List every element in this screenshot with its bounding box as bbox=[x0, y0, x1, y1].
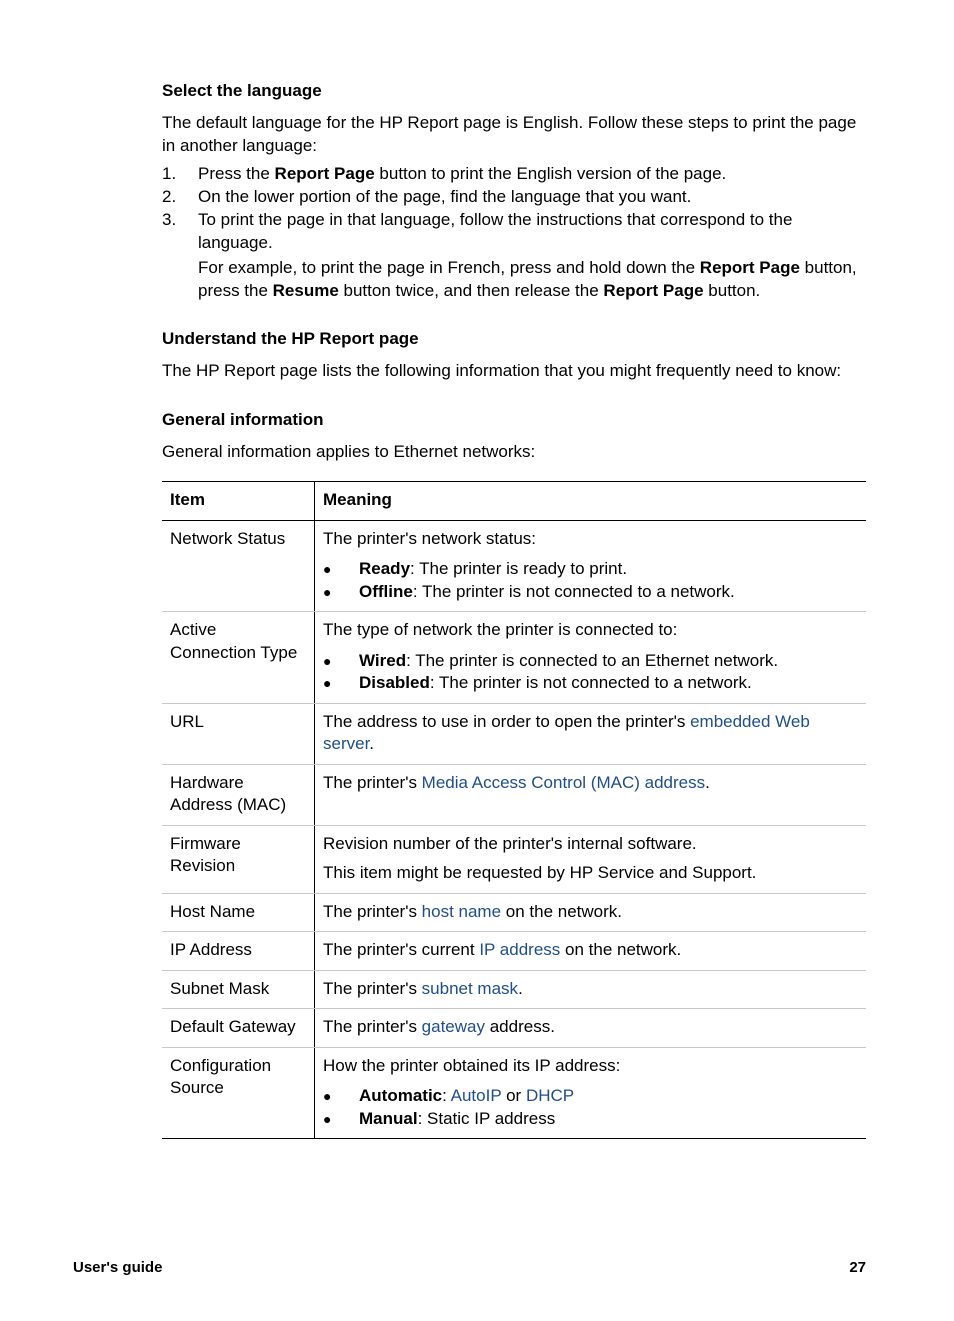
page-content bbox=[162, 80, 866, 1139]
item-cell: Hardware Address (MAC) bbox=[162, 764, 315, 825]
meaning-text: on the network. bbox=[560, 940, 682, 959]
bullet-text: : The printer is connected to an Ethernet network. bbox=[406, 650, 779, 670]
list-item bbox=[323, 1085, 858, 1108]
table-row bbox=[162, 970, 866, 1009]
list-item bbox=[323, 558, 858, 581]
bullet-text: : bbox=[442, 1086, 451, 1105]
table-row bbox=[162, 825, 866, 893]
table-row bbox=[162, 612, 866, 704]
item-cell: Network Status bbox=[162, 520, 315, 612]
meaning-text: This item might be requested by HP Service and Support. bbox=[323, 863, 757, 882]
column-header-meaning: Meaning bbox=[315, 482, 867, 521]
step-example bbox=[198, 257, 866, 302]
meaning-text: The type of network the printer is connected to: bbox=[323, 620, 678, 639]
bullet-label: Wired bbox=[359, 650, 407, 670]
example-text: button. bbox=[703, 280, 761, 300]
bullet-label: Automatic bbox=[359, 1086, 443, 1105]
bullet-label: Disabled bbox=[359, 673, 430, 692]
meaning-text: The printer's bbox=[323, 1017, 422, 1036]
footer-guide-label: User's guide bbox=[73, 1259, 163, 1276]
table-row bbox=[162, 893, 866, 932]
heading-select-language: Select the language bbox=[162, 81, 322, 100]
bullet-label: Offline bbox=[359, 581, 413, 601]
meaning-text: . bbox=[369, 734, 375, 753]
step-2 bbox=[162, 186, 866, 209]
host-name-link[interactable]: host name bbox=[421, 901, 502, 921]
table-header-row bbox=[162, 482, 866, 521]
subnet-mask-link[interactable]: subnet mask bbox=[421, 978, 519, 998]
gateway-link[interactable]: gateway bbox=[421, 1017, 485, 1036]
bullet-text: : The printer is ready to print. bbox=[410, 559, 628, 578]
step-text: button to print the English version of the page. bbox=[374, 164, 727, 183]
table-row bbox=[162, 1009, 866, 1048]
general-text: General information applies to Ethernet networks: bbox=[162, 441, 536, 461]
meaning-cell bbox=[315, 825, 867, 893]
autoip-link[interactable]: AutoIP bbox=[450, 1086, 502, 1105]
step-number: 2. bbox=[162, 187, 177, 206]
item-cell: Host Name bbox=[162, 893, 315, 932]
ip-address-link[interactable]: IP address bbox=[479, 940, 561, 959]
step-text: To print the page in that language, follow the instructions that correspond to the language. bbox=[198, 210, 793, 252]
meaning-cell bbox=[315, 520, 867, 612]
step-number: 3. bbox=[162, 210, 177, 229]
step-text: On the lower portion of the page, find the language that you want. bbox=[198, 187, 692, 206]
bullet-text: : Static IP address bbox=[417, 1108, 556, 1128]
item-cell: Active Connection Type bbox=[162, 612, 315, 704]
language-intro: The default language for the HP Report page is English. Follow these steps to print the page in another language: bbox=[162, 113, 857, 155]
item-cell: Subnet Mask bbox=[162, 970, 315, 1009]
example-text: button twice, and then release the bbox=[338, 280, 604, 300]
bullet-label: Ready bbox=[359, 559, 411, 578]
mac-address-link[interactable]: Media Access Control (MAC) address bbox=[421, 772, 706, 792]
example-bold: Resume bbox=[272, 280, 339, 300]
meaning-cell bbox=[315, 1047, 867, 1139]
table-row bbox=[162, 764, 866, 825]
meaning-text: The printer's bbox=[323, 978, 422, 998]
meaning-text: . bbox=[705, 772, 710, 792]
dhcp-link[interactable]: DHCP bbox=[525, 1086, 575, 1105]
page-number: 27 bbox=[849, 1259, 866, 1276]
step-bold: Report Page bbox=[274, 164, 375, 183]
meaning-text: Revision number of the printer's internal software. bbox=[323, 833, 697, 853]
item-cell: Firmware Revision bbox=[162, 825, 315, 893]
meaning-cell bbox=[315, 970, 867, 1009]
embedded-web-server-link[interactable]: embedded Web server bbox=[323, 711, 810, 753]
meaning-cell bbox=[315, 612, 867, 704]
general-info-table bbox=[162, 481, 866, 1139]
bullet-label: Manual bbox=[359, 1108, 418, 1128]
meaning-text: . bbox=[518, 978, 523, 998]
meaning-text: The printer's bbox=[323, 901, 422, 921]
meaning-text: The address to use in order to open the printer's bbox=[323, 711, 691, 731]
meaning-text: address. bbox=[485, 1017, 555, 1036]
bullet-text: or bbox=[501, 1086, 526, 1105]
example-text: button, press the bbox=[198, 258, 857, 300]
example-bold: Report Page bbox=[699, 258, 800, 277]
meaning-cell bbox=[315, 932, 867, 971]
example-text: For example, to print the page in French, press and hold down the bbox=[198, 258, 700, 277]
bullet-list bbox=[323, 558, 858, 603]
meaning-cell bbox=[315, 893, 867, 932]
step-1 bbox=[162, 163, 866, 186]
meaning-text: The printer's current bbox=[323, 940, 480, 959]
bullet-text: : The printer is not connected to a network. bbox=[412, 581, 735, 601]
heading-general: General information bbox=[162, 409, 324, 429]
example-bold: Report Page bbox=[603, 280, 704, 300]
language-steps bbox=[162, 163, 866, 302]
meaning-cell bbox=[315, 703, 867, 764]
table-row bbox=[162, 932, 866, 971]
meaning-cell bbox=[315, 764, 867, 825]
item-cell: IP Address bbox=[162, 932, 315, 971]
column-header-item: Item bbox=[162, 482, 315, 521]
step-text: Press the bbox=[198, 164, 275, 183]
table-row bbox=[162, 520, 866, 612]
table-row bbox=[162, 703, 866, 764]
meaning-text: The printer's bbox=[323, 772, 422, 792]
item-cell: Default Gateway bbox=[162, 1009, 315, 1048]
bullet-list bbox=[323, 1085, 858, 1130]
step-3 bbox=[162, 209, 866, 302]
meaning-text: How the printer obtained its IP address: bbox=[323, 1055, 621, 1075]
heading-understand: Understand the HP Report page bbox=[162, 329, 419, 348]
list-item bbox=[323, 1108, 858, 1131]
meaning-text: The printer's network status: bbox=[323, 528, 536, 548]
item-cell: URL bbox=[162, 703, 315, 764]
meaning-cell bbox=[315, 1009, 867, 1048]
list-item bbox=[323, 581, 858, 604]
step-number: 1. bbox=[162, 164, 177, 183]
table-row bbox=[162, 1047, 866, 1139]
bullet-text: : The printer is not connected to a network. bbox=[429, 673, 752, 692]
bullet-list bbox=[323, 650, 858, 695]
understand-text: The HP Report page lists the following information that you might frequently need to know: bbox=[162, 361, 842, 380]
list-item bbox=[323, 672, 858, 695]
item-cell: Configuration Source bbox=[162, 1047, 315, 1139]
meaning-text: on the network. bbox=[501, 901, 623, 921]
list-item bbox=[323, 650, 858, 673]
